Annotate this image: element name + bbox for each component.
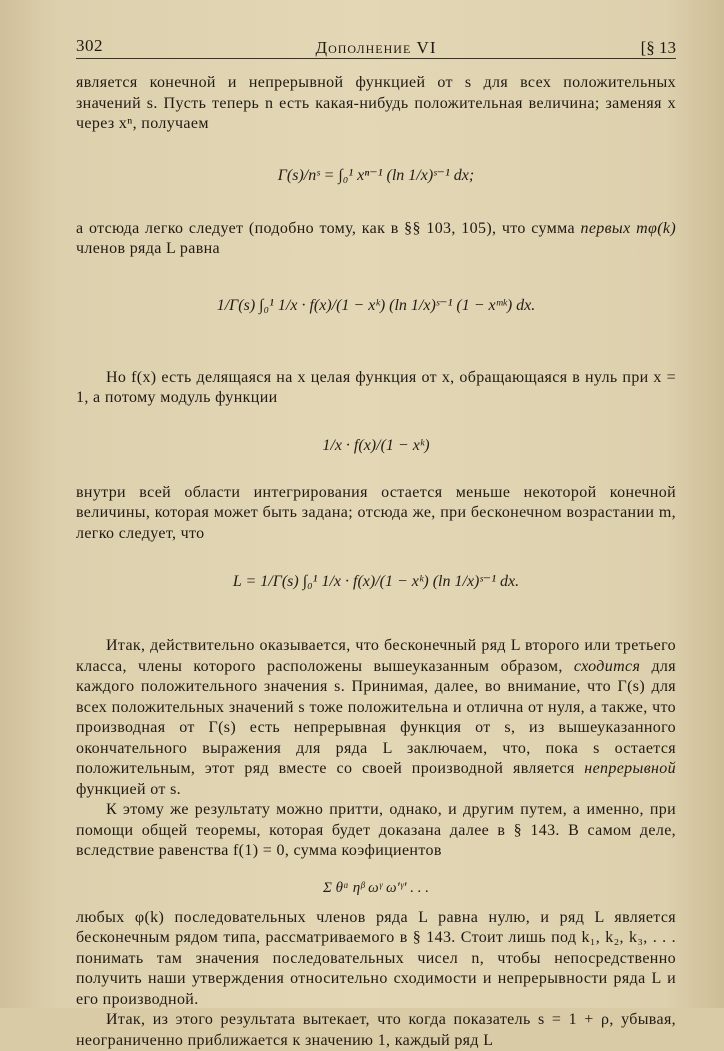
- paragraph-6: К этому же результату можно притти, однако, и другим путем, а именно, при помощи общей теоремы, которая будет доказана далее в § 143. В самом деле, вследствие равенства f(1) = 0, сумма коэфициентов: [76, 801, 676, 859]
- paragraph-5-text-a: Итак, действительно оказывается, что бесконечный ряд L второго или третьего класса, члены которого расположены вышеуказанным образом,: [76, 637, 676, 675]
- paragraph-2: [76, 219, 676, 260]
- paragraph-2-text-a: а отсюда легко следует (подобно тому, как в §§ 103, 105), что сумма: [76, 219, 575, 237]
- paragraph-4: внутри всей области интегрирования остается меньше некоторой конечной величины, которая может быть задана; отсюда же, при бесконечном возрастании m, легко следует, что: [76, 483, 676, 542]
- paragraph-8: Итак, из этого результата вытекает, что когда показатель s = 1 + ρ, убывая, неограниченно приближается к значению 1, каждый ряд L: [76, 1011, 676, 1049]
- page-header: [76, 30, 676, 59]
- paragraph-5-italic-converges: сходится: [573, 657, 641, 675]
- paragraph-2-text-c: членов ряда L равна: [76, 240, 221, 257]
- section-marker: [§ 13: [640, 38, 676, 57]
- paragraph-5-text-c: для каждого положительного значения s. Принимая, далее, во внимание, что Γ(s) для всех положительных значений s тоже положительна и отлична от нуля, а также, что производная от Γ(s) есть непрерывная функция от s, из вышеуказанного окончательного выражения для ряда L заключаем, что, пока s остается положительным, этот ряд вместе со своей производной является: [76, 657, 676, 777]
- formula-series-L: L = 1/Γ(s) ∫₀¹ 1/x · f(x)/(1 − xᵏ) (ln 1/x)ˢ⁻¹ dx.: [232, 573, 520, 590]
- paragraph-1: является конечной и непрерывной функцией от s для всех положительных значений s. Пусть теперь n есть какая-нибудь положительная величина; заменяя x через xⁿ, получаем: [76, 74, 676, 132]
- paragraph-2-italic: первых mφ(k): [580, 219, 677, 237]
- paragraph-5: [76, 636, 676, 800]
- formula-partial-sum: 1/Γ(s) ∫₀¹ 1/x · f(x)/(1 − xᵏ) (ln 1/x)ˢ⁻¹ (1 − xᵐᵏ) dx.: [216, 296, 536, 314]
- paragraph-5-italic-continuous: непрерывной: [584, 760, 676, 777]
- page-number: 302: [76, 36, 103, 55]
- formula-gamma-integral: Γ(s)/nˢ = ∫₀¹ xⁿ⁻¹ (ln 1/x)ˢ⁻¹ dx;: [277, 166, 475, 184]
- paragraph-7: любых φ(k) последовательных членов ряда L равна нулю, и ряд L является бесконечным рядом типа, рассматриваемого в § 143. Стоит лишь под k₁, k₂, k₃, . . . понимать там значения последовательных чисел n, чтобы непосредственно получить наши утверждения относительно сходимости и непрерывности ряда L и его производной.: [76, 908, 676, 1008]
- paragraph-3: Но f(x) есть делящаяся на x целая функция от x, обращающаяся в нуль при x = 1, а потому модуль функции: [76, 368, 676, 406]
- formula-modulus: 1/x · f(x)/(1 − xᵏ): [322, 436, 430, 454]
- running-title: Дополнение VI: [315, 38, 437, 57]
- formula-coefficient-sum: Σ θᵅ ηᵝ ωᵞ ω′ᵞ′ . . .: [322, 879, 430, 896]
- paragraph-5-text-e: функцией от s.: [76, 780, 182, 798]
